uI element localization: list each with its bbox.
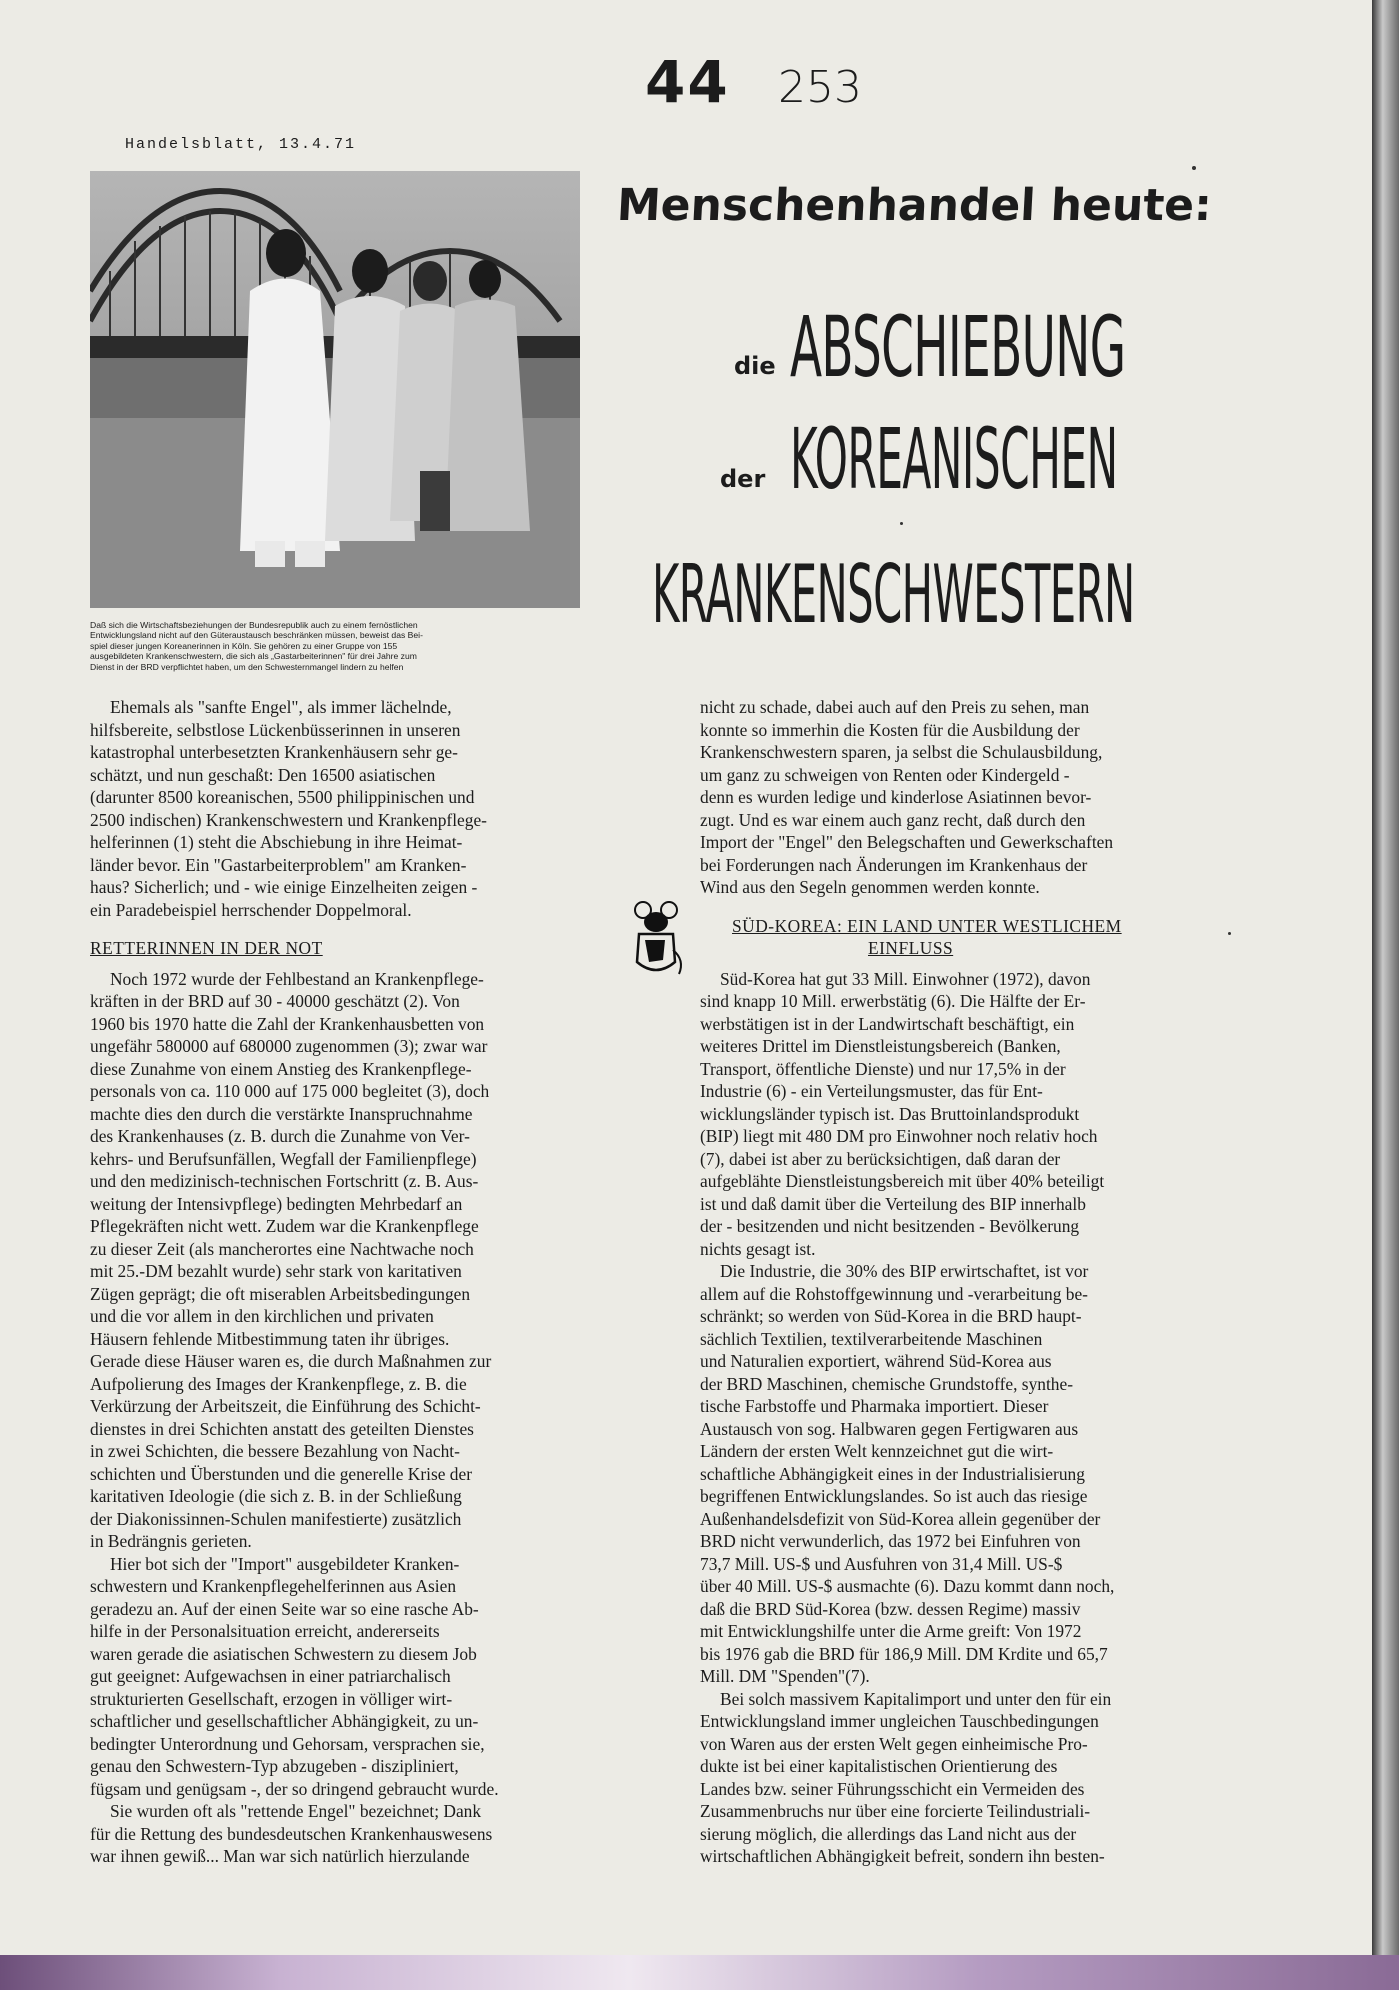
- text-line: kräften in der BRD auf 30 - 40000 geschätzt (2). Von: [90, 991, 460, 1011]
- text-line: in zwei Schichten, die bessere Bezahlung von Nacht-: [90, 1441, 460, 1461]
- text-line: sächlich Textilien, textilverarbeitende Maschinen: [700, 1328, 1043, 1349]
- scan-speck: [1192, 166, 1196, 170]
- text-line: zugt. Und es war einem auch ganz recht, daß durch den: [700, 809, 1086, 830]
- text-line: für die Rettung des bundesdeutschen Krankenhauswesens: [90, 1823, 493, 1844]
- photo-caption: [90, 620, 580, 672]
- text-line: länder bevor. Ein "Gastarbeiterproblem" am Kranken-: [90, 854, 467, 875]
- text-line: 1960 bis 1970 hatte die Zahl der Krankenhausbetten von: [90, 1013, 485, 1034]
- headline-kicker: Menschenhandel heute:: [615, 180, 1214, 231]
- text-line: werbstätigen ist in der Landwirtschaft beschäftigt, ein: [700, 1013, 1075, 1034]
- text-line: der - besitzenden und nicht besitzenden - Bevölkerung: [700, 1216, 1080, 1236]
- text-line: Außenhandelsdefizit von Süd-Korea allein gegenüber der: [700, 1508, 1101, 1529]
- body-paragraph: [700, 1688, 1300, 1868]
- text-line: (BIP) liegt mit 480 DM pro Einwohner noch relativ hoch: [700, 1126, 1098, 1146]
- text-line: schaftliche Abhängigkeit eines in der Industrialisierung: [700, 1463, 1085, 1484]
- text-line: und Naturalien exportiert, während Süd-Korea aus: [700, 1351, 1052, 1371]
- text-line: dienstes in drei Schichten anstatt des geteilten Dienstes: [90, 1418, 474, 1439]
- text-line: hilfsbereite, selbstlose Lückenbüsserinnen in unseren: [90, 719, 461, 740]
- text-line: Hier bot sich der "Import" ausgebildeter Kranken-: [110, 1553, 460, 1574]
- text-line: wirtschaftlichen Abhängigkeit befreit, sondern ihn besten-: [700, 1846, 1105, 1866]
- body-paragraph: [700, 1260, 1300, 1688]
- scan-speck: [900, 522, 903, 525]
- text-line: sind knapp 10 Mill. erwerbstätig (6). Die Hälfte der Er-: [700, 991, 1086, 1011]
- text-line: konnte so immerhin die Kosten für die Ausbildung der: [700, 719, 1080, 740]
- text-line: bis 1976 gab die BRD für 186,9 Mill. DM Krdite und 65,7: [700, 1643, 1108, 1664]
- text-line: Landes bzw. seiner Führungsschicht ein Vermeiden des: [700, 1778, 1085, 1799]
- text-line: um ganz zu schweigen von Renten oder Kindergeld -: [700, 764, 1070, 785]
- text-line: karitativen Ideologie (die sich z. B. in der Schließung: [90, 1486, 462, 1506]
- text-line: schwestern und Krankenpflegehelferinnen aus Asien: [90, 1576, 457, 1596]
- text-line: Gerade diese Häuser waren es, die durch Maßnahmen zur: [90, 1351, 492, 1371]
- headline-article-die: die: [734, 352, 776, 380]
- text-line: Häusern fehlende Mitbestimmung taten ihr übriges.: [90, 1328, 450, 1349]
- caption-line: Dienst in der BRD verpflichtet haben, um den Schwesternmangel lindern zu helfen: [90, 661, 404, 672]
- text-line: diese Zunahme von einem Anstieg des Krankenpflege-: [90, 1058, 472, 1079]
- text-line: Verkürzung der Arbeitszeit, die Einführung des Schicht-: [90, 1396, 481, 1416]
- text-line: der Diakonissinnen-Schulen manifestierte) zusätzlich: [90, 1508, 462, 1529]
- text-line: (darunter 8500 koreanischen, 5500 philippinischen und: [90, 787, 475, 807]
- text-line: von Waren aus der ersten Welt gegen einheimische Pro-: [700, 1733, 1088, 1754]
- text-line: gut geeignet: Aufgewachsen in einer patriarchalisch: [90, 1666, 451, 1686]
- text-line: tische Farbstoffe und Pharmaka importiert. Dieser: [700, 1396, 1049, 1416]
- text-line: strukturierten Gesellschaft, erzogen in völliger wirt-: [90, 1688, 453, 1709]
- caption-line: Daß sich die Wirtschaftsbeziehungen der Bundesrepublik auch zu einem fernöstlichen: [90, 620, 418, 630]
- text-line: schaftlicher und gesellschaftlicher Abhängigkeit, zu un-: [90, 1711, 479, 1731]
- text-line: der BRD Maschinen, chemische Grundstoffe, synthe-: [700, 1373, 1074, 1394]
- right-column: [700, 696, 1300, 1868]
- caption-line: Entwicklungsland nicht auf den Güteraustausch beschränken müssen, beweist das Bei-: [90, 630, 423, 641]
- text-line: Industrie (6) - ein Verteilungsmuster, das für Ent-: [700, 1081, 1043, 1101]
- text-line: Die Industrie, die 30% des BIP erwirtschaftet, ist vor: [720, 1261, 1089, 1281]
- caption-line: ausgebildeten Krankenschwestern, die sich als „Gastarbeiterinnen" für drei Jahre zum: [90, 651, 417, 662]
- text-line: Transport, öffentliche Dienste) und nur 17,5% in der: [700, 1058, 1066, 1079]
- text-line: sierung möglich, die allerdings das Land nicht aus der: [700, 1823, 1077, 1844]
- text-line: 73,7 Mill. US-$ und Ausfuhren von 31,4 Mill. US-$: [700, 1553, 1063, 1574]
- headline-article-der: der: [720, 465, 766, 493]
- text-line: kehrs- und Berufsunfällen, Wegfall der Familienpflege): [90, 1148, 477, 1169]
- headline-line-3: KRANKENSCHWESTERN: [652, 548, 1135, 641]
- text-line: Noch 1972 wurde der Fehlbestand an Krankenpflege-: [110, 968, 484, 989]
- body-paragraph: [700, 968, 1300, 1261]
- text-line: wicklungsländer typisch ist. Das Bruttoinlandsprodukt: [700, 1103, 1080, 1124]
- text-line: helferinnen (1) steht die Abschiebung in ihre Heimat-: [90, 832, 463, 852]
- text-line: war ihnen gewiß... Man war sich natürlich hierzulande: [90, 1846, 470, 1866]
- text-line: Aufpolierung des Images der Krankenpflege, z. B. die: [90, 1373, 467, 1394]
- text-line: 2500 indischen) Krankenschwestern und Krankenpflege-: [90, 809, 487, 830]
- text-line: Entwicklungsland immer ungleichen Tauschbedingungen: [700, 1711, 1099, 1731]
- section-heading-sued-korea-cont: EINFLUSS: [868, 938, 954, 958]
- text-line: machte dies den durch die verstärkte Inanspruchnahme: [90, 1103, 473, 1124]
- headline-line-2: KOREANISCHEN: [790, 410, 1118, 508]
- left-column: [90, 696, 650, 1868]
- text-line: Ehemals als "sanfte Engel", als immer lächelnde,: [110, 697, 452, 717]
- section-heading-sued-korea: SÜD-KOREA: EIN LAND UNTER WESTLICHEM: [732, 915, 1122, 936]
- headline-line-1: ABSCHIEBUNG: [790, 298, 1126, 396]
- text-line: bedingter Unterordnung und Gehorsam, versprachen sie,: [90, 1733, 485, 1754]
- text-line: Austausch von sog. Halbwaren gegen Fertigwaren aus: [700, 1418, 1079, 1439]
- text-line: ein Paradebeispiel herrschender Doppelmoral.: [90, 899, 412, 920]
- text-line: genau den Schwestern-Typ abzugeben - diszipliniert,: [90, 1756, 459, 1776]
- text-line: weitung der Intensivpflege) bedingten Mehrbedarf an: [90, 1193, 463, 1214]
- scan-speck: [1228, 932, 1231, 935]
- body-paragraph: [90, 1800, 650, 1868]
- text-line: ungefähr 580000 auf 680000 zugenommen (3); zwar war: [90, 1036, 488, 1056]
- text-line: Zügen geprägt; die oft miserablen Arbeitsbedingungen: [90, 1283, 471, 1304]
- section-heading-retterinnen: RETTERINNEN IN DER NOT: [90, 938, 323, 958]
- text-line: Krankenschwestern sparen, ja selbst die Schulausbildung,: [700, 742, 1103, 762]
- text-line: zu dieser Zeit (als mancherortes eine Nachtwache noch: [90, 1238, 474, 1259]
- text-line: Zusammenbruchs nur über eine forcierte Teilindustriali-: [700, 1801, 1091, 1821]
- text-line: Import der "Engel" den Belegschaften und Gewerkschaften: [700, 832, 1114, 852]
- intro-paragraph: [90, 696, 650, 921]
- text-line: hilfe in der Personalsituation erreicht, andererseits: [90, 1621, 440, 1641]
- text-line: mit 25.-DM bezahlt wurde) sehr stark von karitativen: [90, 1261, 462, 1281]
- mouse-mascot-icon: [625, 900, 687, 980]
- text-line: und den medizinisch-technischen Fortschritt (z. B. Aus-: [90, 1171, 479, 1191]
- handwritten-page-number: 253: [778, 62, 862, 113]
- body-paragraph: [90, 968, 650, 1553]
- text-line: Mill. DM "Spenden"(7).: [700, 1666, 870, 1686]
- text-line: Sie wurden oft als "rettende Engel" bezeichnet; Dank: [110, 1801, 482, 1821]
- text-line: ist und daß damit über die Verteilung des BIP innerhalb: [700, 1193, 1086, 1214]
- text-line: begriffenen Entwicklungslandes. So ist auch das riesige: [700, 1486, 1088, 1506]
- text-line: allem auf die Rohstoffgewinnung und -verarbeitung be-: [700, 1283, 1088, 1304]
- text-line: Pflegekräften nicht wett. Zudem war die Krankenpflege: [90, 1216, 479, 1236]
- text-line: über 40 Mill. US-$ ausmachte (6). Dazu kommt dann noch,: [700, 1576, 1115, 1596]
- text-line: schränkt; so werden von Süd-Korea in die BRD haupt-: [700, 1306, 1082, 1326]
- page-number: 44: [645, 48, 730, 116]
- text-line: weiteres Drittel im Dienstleistungsbereich (Banken,: [700, 1036, 1061, 1056]
- text-line: Bei solch massivem Kapitalimport und unter den für ein: [720, 1688, 1112, 1709]
- text-line: Süd-Korea hat gut 33 Mill. Einwohner (1972), davon: [720, 968, 1091, 989]
- text-line: personals von ca. 110 000 auf 175 000 begleitet (3), doch: [90, 1081, 490, 1101]
- text-line: dukte ist bei einer kapitalistischen Orientierung des: [700, 1756, 1058, 1776]
- text-line: (7), dabei ist aber zu berücksichtigen, daß daran der: [700, 1148, 1061, 1169]
- text-line: schätzt, und nun geschaßt: Den 16500 asiatischen: [90, 764, 436, 785]
- text-line: aufgeblähte Dienstleistungsbereich mit über 40% beteiligt: [700, 1171, 1105, 1191]
- source-line: Handelsblatt, 13.4.71: [125, 136, 357, 153]
- text-line: nicht zu schade, dabei auch auf den Preis zu sehen, man: [700, 697, 1090, 717]
- text-line: daß die BRD Süd-Korea (bzw. dessen Regime) massiv: [700, 1598, 1081, 1619]
- text-line: mit Entwicklungshilfe unter die Arme greift: Von 1972: [700, 1621, 1082, 1641]
- text-line: fügsam und genügsam -, der so dringend gebraucht wurde.: [90, 1778, 499, 1799]
- text-line: denn es wurden ledige und kinderlose Asiatinnen bevor-: [700, 787, 1092, 807]
- text-line: katastrophal unterbesetzten Krankenhäusern sehr ge-: [90, 742, 458, 762]
- text-line: waren gerade die asiatischen Schwestern zu diesem Job: [90, 1643, 477, 1664]
- caption-line: spiel dieser jungen Koreanerinnen in Köln. Sie gehören zu einer Gruppe von 155: [90, 640, 398, 651]
- text-line: nichts gesagt ist.: [700, 1238, 816, 1259]
- text-line: Ländern der ersten Welt kennzeichnet gut die wirt-: [700, 1441, 1054, 1461]
- body-paragraph: [90, 1553, 650, 1801]
- text-line: geradezu an. Auf der einen Seite war so eine rasche Ab-: [90, 1598, 479, 1619]
- newspaper-photo: [90, 171, 580, 608]
- scan-edge-right: [1372, 0, 1399, 1990]
- text-line: Wind aus den Segeln genommen werden konnte.: [700, 877, 1040, 897]
- text-line: schichten und Überstunden und die generelle Krise der: [90, 1463, 472, 1484]
- text-line: haus? Sicherlich; und - wie einige Einzelheiten zeigen -: [90, 877, 478, 897]
- scan-edge-bottom: [0, 1955, 1399, 1990]
- text-line: BRD nicht verwunderlich, das 1972 bei Einfuhren von: [700, 1531, 1081, 1551]
- intro-paragraph: [700, 696, 1300, 899]
- text-line: bei Forderungen nach Änderungen im Krankenhaus der: [700, 854, 1088, 875]
- text-line: in Bedrängnis gerieten.: [90, 1531, 252, 1551]
- text-line: des Krankenhauses (z. B. durch die Zunahme von Ver-: [90, 1126, 470, 1146]
- text-line: und die vor allem in den kirchlichen und privaten: [90, 1306, 434, 1326]
